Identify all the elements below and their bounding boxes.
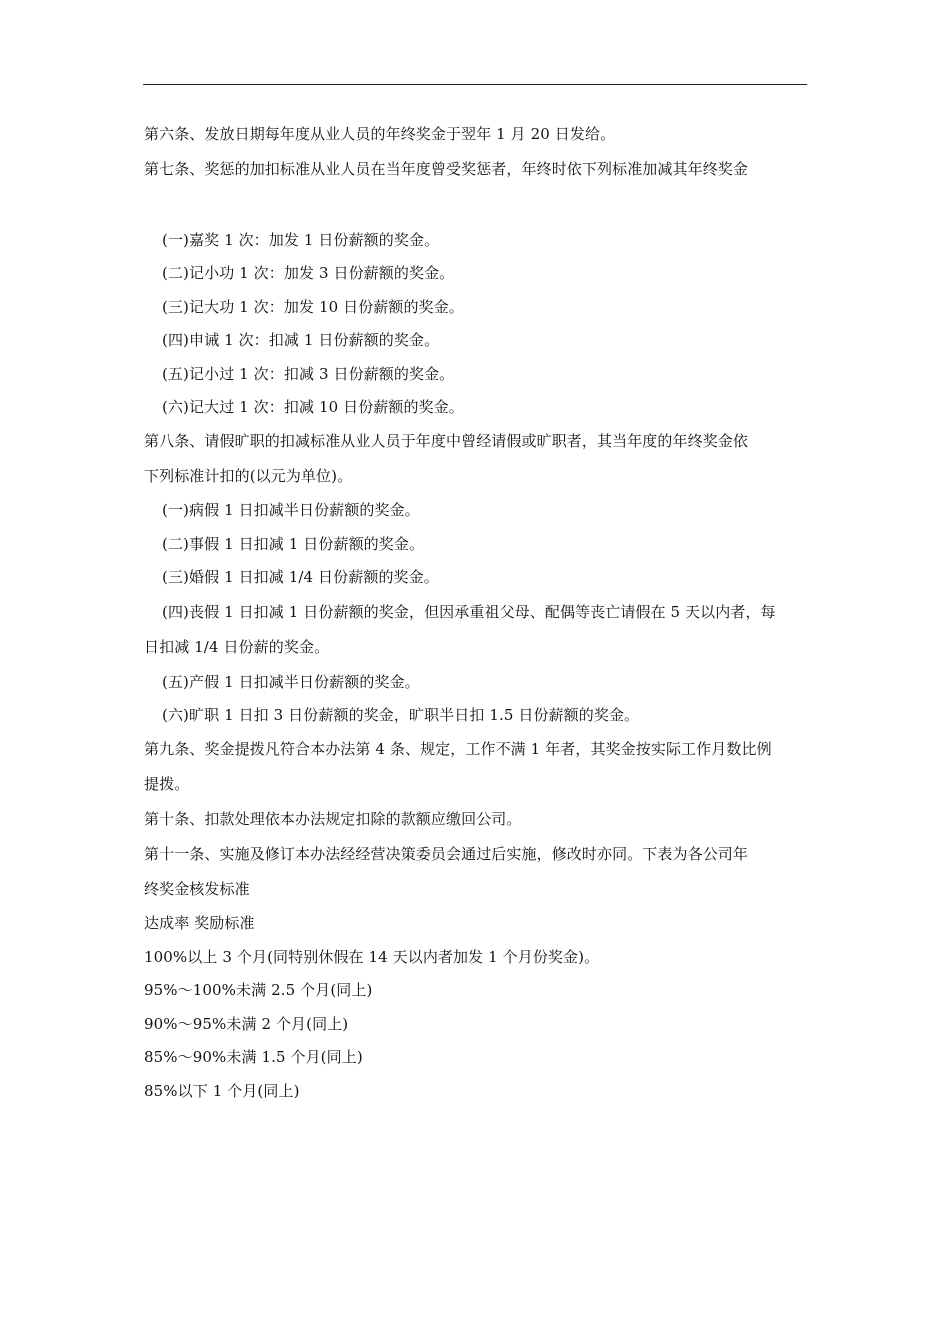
article-9-line-2: 提拨。 bbox=[144, 775, 190, 793]
article-6: 第六条、发放日期每年度从业人员的年终奖金于翌年 1 月 20 日发给。 bbox=[144, 125, 616, 143]
header-rule bbox=[143, 84, 807, 85]
article-7: 第七条、奖惩的加扣标准从业人员在当年度曾受奖惩者，年终时依下列标准加减其年终奖金 bbox=[144, 160, 749, 178]
article-8-item: (六)旷职 1 日扣 3 日份薪额的奖金，旷职半日扣 1.5 日份薪额的奖金。 bbox=[162, 706, 640, 724]
article-7-item: (一)嘉奖 1 次：加发 1 日份薪额的奖金。 bbox=[162, 231, 440, 249]
article-9-line-1: 第九条、奖金提拨凡符合本办法第 4 条、规定，工作不满 1 年者，其奖金按实际工作月数比例 bbox=[144, 740, 772, 758]
article-11-line-2: 终奖金核发标准 bbox=[144, 880, 250, 898]
bonus-table-row: 85%～90%未满 1.5 个月(同上) bbox=[144, 1048, 363, 1066]
bonus-table-header: 达成率 奖励标准 bbox=[144, 914, 255, 932]
article-10: 第十条、扣款处理依本办法规定扣除的款额应缴回公司。 bbox=[144, 810, 522, 828]
article-8-item: (四)丧假 1 日扣减 1 日份薪额的奖金，但因承重祖父母、配偶等丧亡请假在 5 天以内者，每 bbox=[162, 603, 776, 621]
article-7-item: (六)记大过 1 次：扣减 10 日份薪额的奖金。 bbox=[162, 398, 464, 416]
bonus-table-row: 95%～100%未满 2.5 个月(同上) bbox=[144, 981, 373, 999]
article-11-line-1: 第十一条、实施及修订本办法经经营决策委员会通过后实施，修改时亦同。下表为各公司年 bbox=[144, 845, 749, 863]
article-7-item: (二)记小功 1 次：加发 3 日份薪额的奖金。 bbox=[162, 264, 455, 282]
article-7-item: (五)记小过 1 次：扣减 3 日份薪额的奖金。 bbox=[162, 365, 455, 383]
article-8-item: (二)事假 1 日扣减 1 日份薪额的奖金。 bbox=[162, 535, 425, 553]
article-7-item: (四)申诫 1 次：扣减 1 日份薪额的奖金。 bbox=[162, 331, 440, 349]
article-8-item: (五)产假 1 日扣减半日份薪额的奖金。 bbox=[162, 673, 420, 691]
article-8-item: (三)婚假 1 日扣减 1/4 日份薪额的奖金。 bbox=[162, 568, 439, 586]
bonus-table-row: 85%以下 1 个月(同上) bbox=[144, 1082, 300, 1100]
article-8-line-1: 第八条、请假旷职的扣减标准从业人员于年度中曾经请假或旷职者，其当年度的年终奖金依 bbox=[144, 432, 749, 450]
article-8-item-continued: 日扣减 1/4 日份薪的奖金。 bbox=[144, 638, 330, 656]
bonus-table-row: 100%以上 3 个月(同特别休假在 14 天以内者加发 1 个月份奖金)。 bbox=[144, 948, 600, 966]
article-8-line-2: 下列标准计扣的(以元为单位)。 bbox=[144, 467, 353, 485]
bonus-table-row: 90%～95%未满 2 个月(同上) bbox=[144, 1015, 349, 1033]
article-8-item: (一)病假 1 日扣减半日份薪额的奖金。 bbox=[162, 501, 420, 519]
article-7-item: (三)记大功 1 次：加发 10 日份薪额的奖金。 bbox=[162, 298, 464, 316]
